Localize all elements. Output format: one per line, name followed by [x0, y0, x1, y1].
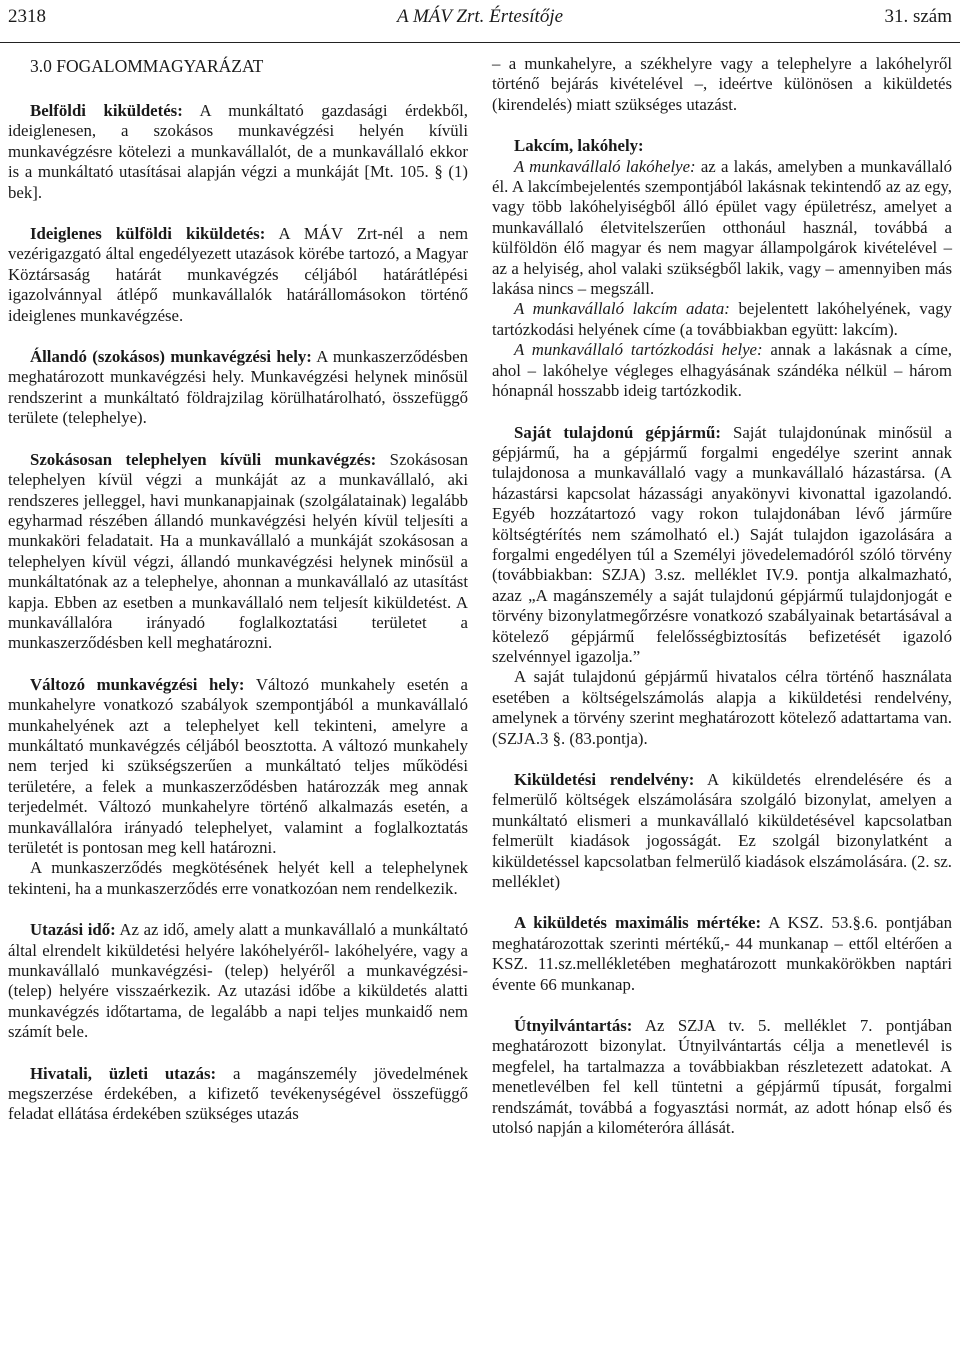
definition-text: annak a lakásnak a címe, ahol – lakóhelye végleges elhagyásának szándéka nélkül – három hónapnál hosszabb ideig tartózkodik.	[492, 340, 952, 401]
definition-belfoldi-kikuldetes	[8, 101, 468, 203]
definition-lakcim-adata	[492, 299, 952, 340]
page-number: 2318	[8, 6, 46, 27]
term-label: Ideiglenes külföldi kiküldetés:	[30, 224, 266, 244]
left-column	[8, 54, 468, 1146]
definition-allando-munkavegzesi-hely	[8, 347, 468, 429]
definition-text: bejelentett lakóhelyének, vagy tartózkodási helyének címe (a továbbiakban együtt: lakcím).	[492, 299, 952, 339]
definition-text: Változó munkahely esetén a munkahelyre vonatkozó szabályok szempontjából a munkavállaló munkahelyének azt a telephelyet kell tekinteni, amelyre a munkáltató munkavégzés céljából beosztotta. A változó munkahely nem terjed ki szükségszerűen a munkáltató teljes működési területére, a felek a munkaszerződésben határozzák meg annak terjedelmét. Változó munkahelyre történő alkalmazás esetén, a munkavállalóra irányadó telephelyet, valamint a foglalkoztatás területét is pontosan meg kell határozni.	[8, 674, 468, 857]
right-column	[492, 54, 952, 1160]
definition-text: Az SZJA tv. 5. melléklet 7. pontjában meghatározott bizonylat. Útnyilvántartás célja a menetlevél is megfelel, ha tartalmazza a továbbiakban részletezett adatokat. A menetlevélben fel kell tüntetni a gépjármű típusát, forgalmi rendszámát, továbbá a fogyasztási normát, az adott hónap első és utolsó napján a kilométeróra állását.	[492, 1016, 952, 1138]
definition-sajat-gepjarmu	[492, 423, 952, 668]
definition-text: Saját tulajdonúnak minősül a gépjármű, ha a gépjármű forgalmi engedélye szerint annak tulajdonosa a munkavállaló vagy a munkavállaló házastársa. (A házastársi kapcsolat házassági anyakönyvi kivonattal igazolandó. Egyéb hozzátartozó vagy rokon tulajdonában lévő járműre költségtérítés nem számolható el.) Saját tulajdon igazolására a forgalmi engedélyen túl a Személyi jövedelemadóról szóló törvény (továbbiakban: SZJA) 3.sz. melléklet IV.9. pontja alkalmazható, azaz „A magánszemély a saját tulajdonú gépjármű tulajdonjogát e törvény bizonylatmegőrzésre vonatkozó szabályainak betartásával a kötelező gépjármű felelősségbiztosítás befizetését igazoló szelvénnyel igazolja.”	[492, 422, 953, 666]
definition-text: A MÁV Zrt-nél a nem vezérigazgató által engedélyezett utazások körébe tartozó, a Magyar Köztársaság határát munkavégzés céljából határátlépési igazolvánnyal átlépő munkavállalók határállomásokon történő ideiglenes munkavégzése.	[8, 224, 468, 325]
term-label: Kiküldetési rendelvény:	[514, 770, 695, 789]
definition-tartozkodasi-hely	[492, 340, 952, 401]
definition-text: A munkáltató gazdasági érdekből, ideiglenesen, a szokásos munkavégzési helyén kívüli munkavégzésre kötelezi a munkavállalót, de a munkavállaló ekkor is a munkáltató utasításai alapján végzi a munkáját [Mt. 105. § (1) bek].	[8, 101, 468, 202]
definition-lakohely	[492, 157, 952, 300]
definition-heading-lakcim: Lakcím, lakóhely:	[514, 136, 644, 156]
definition-text: A KSZ. 53.§.6. pontjában meghatározottak szerinti mértékű,- 44 munkanap – ettől eltérően a KSZ. 11.sz.mellékletében meghatározott munkakörökben naptári évente 66 munkanap.	[492, 913, 952, 994]
definition-text: a magánszemély jövedelmének megszerzése érdekében, a kifizető tevékenységével összefüggő feladat ellátása érdekében szükséges utazás	[8, 1063, 468, 1124]
term-label: A munkavállaló lakcím adata:	[514, 299, 730, 319]
definition-continuation: – a munkahelyre, a székhelyre vagy a telephelyre a lakóhelyről történő bejárás kivételével –, ideértve különösen a kiküldetés (kirendelés) miatt szükséges utazást.	[492, 54, 952, 114]
definition-text: Az az idő, amely alatt a munkavállaló a munkáltató által elrendelt kiküldetési helyére lakóhelyéről- lakóhelyére, vagy a munkavállaló munkavégzési- (telep) helyéről a munkavégzési- (telep) helyére visszaérkezik. Az utazási időbe a kiküldetés alatti munkavégzés időtartama, de legalább a napi teljes munkaidő nem számít bele.	[8, 920, 468, 1042]
definition-telephelyen-kivuli	[8, 450, 468, 654]
definition-text: A kiküldetés elrendelésére és a felmerülő költségek elszámolására szolgáló bizonylat, amelyen a munkáltató elismeri a munkavállaló kiküldetésével kapcsolatban felmerült kiadások jogosságát. Ez szolgál bizonylatként a kiküldetéssel kapcsolatban felmerülő kiadások elszámolására. (2. sz. melléklet)	[492, 770, 952, 892]
section-title: 3.0 FOGALOMMAGYARÁZAT	[30, 56, 264, 76]
page-header	[0, 0, 960, 43]
term-label: A munkavállaló tartózkodási helye:	[514, 340, 763, 360]
definition-text: az a lakás, amelyben a munkavállaló él. A lakcímbejelentés szempontjából lakásnak tekintendő az az egy, vagy több lakóhelyiségből álló épület vagy épületrész, amelyet a munkavállaló életvitelszerűen otthonául használ, továbbá a külföldön élő magyar és nem magyar állampolgárok kivételével – az a helyiség, ahol valaki szükségből lakik, vagy – amennyiben más lakása nincs – megszáll.	[492, 156, 953, 299]
term-label: A kiküldetés maximális mértéke:	[514, 913, 762, 933]
definition-valtozo-munkavegzesi-hely	[8, 675, 468, 859]
term-label: Útnyilvántartás:	[514, 1016, 633, 1036]
term-label: Hivatali, üzleti utazás:	[30, 1063, 217, 1083]
definition-text: A munkaszerződésben meghatározott munkavégzési hely. Munkavégzési helynek minősül rendszerint a munkáltató földrajzilag körülhatárolható, összefüggő területe (telephelye).	[8, 347, 468, 428]
journal-title: A MÁV Zrt. Értesítője	[396, 6, 564, 27]
definition-ideiglenes-kulfoldi	[8, 224, 468, 326]
term-label: Utazási idő:	[30, 920, 116, 940]
definition-continuation: A munkaszerződés megkötésének helyét kell a telephelynek tekinteni, ha a munkaszerződés erre vonatkozóan nem rendelkezik.	[8, 858, 468, 898]
definition-utazasi-ido	[8, 920, 468, 1042]
term-label: Saját tulajdonú gépjármű:	[514, 422, 721, 442]
issue-number: 31. szám	[884, 6, 952, 27]
term-label: Szokásosan telephelyen kívüli munkavégzés:	[30, 449, 377, 469]
definition-kikuldetesi-rendelveny	[492, 770, 952, 892]
definition-utnyilvantartas	[492, 1016, 952, 1138]
definition-continuation: A saját tulajdonú gépjármű hivatalos célra történő használata esetében a költségelszámolás alapja a kiküldetési rendelvény, amelynek a törvény szerint meghatározott kötelező adattartama van. (SZJA.3 §. (83.pontja).	[492, 667, 952, 748]
term-label: A munkavállaló lakóhelye:	[514, 156, 696, 176]
term-label: Állandó (szokásos) munkavégzési hely:	[30, 347, 312, 367]
term-label: Belföldi kiküldetés:	[30, 101, 183, 120]
definition-maximalis-mertek	[492, 913, 952, 995]
definition-text: Szokásosan telephelyen kívül végzi a munkáját az a munkavállaló, aki rendszeres jelleggel, havi munkanapjainak (szolgálatainak) legalább egyharmad részében állandó munkavégzési helyén kívül teljesíti a munkaköri feladatait. Ha a munkavállaló a munkáját szokásosan a telephelyen kívül végzi, állandó munkavégzési helynek minősül a munkáltatónak az a telephelye, ahonnan a munkavállaló az utasítást kapja. Ebben az esetben a munkavállaló nem teljesít kiküldetést. A munkavállalóra irányadó foglalkoztatási területet a munkaszerződésben kell meghatározni.	[8, 449, 468, 653]
definition-hivatali-utazas	[8, 1064, 468, 1125]
term-label: Változó munkavégzési hely:	[30, 674, 245, 694]
